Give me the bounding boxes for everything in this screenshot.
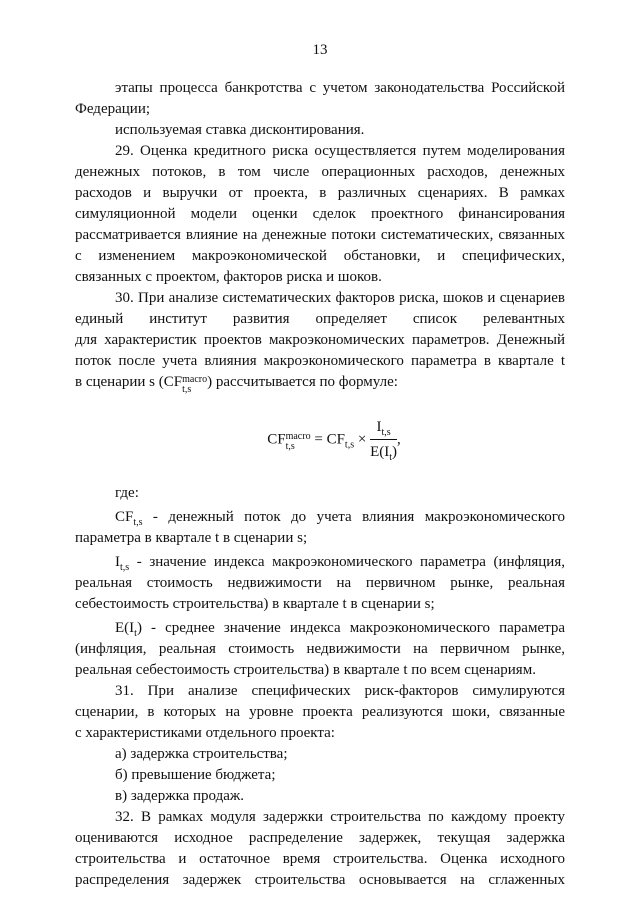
def-symbol bbox=[115, 509, 143, 528]
text-line: Федерации; bbox=[75, 101, 151, 117]
math-symbol: ) bbox=[136, 620, 142, 636]
text-line: оцениваются исходное распределение задержек, текущая задержка bbox=[75, 830, 565, 846]
text-line: строительства и остаточное время строительства. Оценка исходного bbox=[75, 851, 565, 867]
math-subscript: t,s bbox=[120, 562, 130, 573]
definition-line bbox=[75, 507, 565, 528]
math-symbol: E( bbox=[370, 444, 385, 460]
list-item: в) задержка продаж. bbox=[115, 788, 245, 804]
text-line: с изменением макроэкономической обстановки, и специфических, bbox=[75, 248, 565, 264]
text-line: сценарии, в которых на уровне проекта реализуются шоки, связанные bbox=[75, 704, 565, 720]
text-line: используемая ставка дисконтирования. bbox=[115, 122, 365, 138]
math-symbol: , bbox=[397, 431, 401, 448]
text-line: 32. В рамках модуля задержки строительства по каждому проекту bbox=[115, 809, 565, 825]
fraction-denominator bbox=[370, 440, 397, 463]
math-superscript: macro bbox=[182, 374, 208, 385]
text-line: 31. При анализе специфических риск-факторов симулируются bbox=[115, 683, 565, 699]
math-indices bbox=[182, 375, 207, 395]
math-symbol: CF bbox=[267, 431, 286, 448]
text-line: рассматривается влияние на денежные потоки систематических, связанных bbox=[75, 227, 565, 243]
math-superscript: macro bbox=[285, 431, 311, 443]
math-subscript: t,s bbox=[344, 439, 355, 451]
text-line: где: bbox=[115, 485, 139, 501]
text-line bbox=[75, 372, 565, 395]
text-line: единый институт развития определяет список релевантных bbox=[75, 311, 565, 327]
math-symbol: I bbox=[384, 444, 390, 460]
math-symbol: CF bbox=[163, 374, 183, 390]
text-line: связанных с проектом, факторов риска и шоков. bbox=[75, 269, 382, 285]
text-fragment: - денежный поток до учета влияния макроэкономического bbox=[142, 509, 565, 525]
text-fragment: ) рассчитывается по формуле: bbox=[207, 374, 398, 390]
math-subscript: t bbox=[134, 628, 137, 639]
math-symbol: CF bbox=[115, 509, 134, 525]
math-symbol: I bbox=[376, 419, 382, 435]
list-item: б) превышение бюджета; bbox=[115, 767, 276, 783]
math-symbol: E( bbox=[115, 620, 130, 636]
math-subscript: t,s bbox=[285, 441, 295, 453]
text-line: реальная стоимость недвижимости на первичном рынке, реальная bbox=[75, 575, 565, 591]
text-fragment: в сценарии s ( bbox=[75, 374, 164, 390]
list-item: а) задержка строительства; bbox=[115, 746, 288, 762]
text-line: себестоимость строительства) в квартале t в сценарии s; bbox=[75, 596, 435, 612]
text-line: для характеристик проектов макроэкономических параметров. Денежный bbox=[75, 332, 565, 348]
text-line: параметра в квартале t в сценарии s; bbox=[75, 530, 308, 546]
math-subscript: t bbox=[389, 452, 393, 463]
document-body bbox=[75, 78, 565, 891]
definition-line bbox=[75, 552, 565, 573]
definition-line bbox=[75, 618, 565, 639]
math-fraction bbox=[370, 417, 397, 463]
math-subscript: t,s bbox=[381, 427, 391, 438]
math-symbol: I bbox=[129, 620, 135, 636]
text-line: этапы процесса банкротства с учетом законодательства Российской bbox=[115, 80, 565, 96]
text-line: реальная себестоимость строительства) в квартале t по всем сценариям. bbox=[75, 662, 536, 678]
formula bbox=[103, 417, 565, 463]
inline-cf-symbol bbox=[163, 374, 208, 395]
text-line: поток после учета влияния макроэкономического параметра в квартале t bbox=[75, 353, 565, 369]
def-symbol bbox=[115, 620, 142, 639]
text-line: симуляционной модели оценки сделок проектного финансирования bbox=[75, 206, 565, 222]
text-line: с характеристиками отдельного проекта: bbox=[75, 725, 335, 741]
math-symbol: CF bbox=[326, 431, 345, 448]
math-subscript: t,s bbox=[182, 384, 192, 395]
text-line: распределения задержек строительства основывается на сглаженных bbox=[75, 872, 565, 888]
math-operator: = bbox=[310, 431, 327, 448]
text-line: 29. Оценка кредитного риска осуществляется путем моделирования bbox=[115, 143, 565, 159]
text-fragment: - значение индекса макроэкономического параметра (инфляция, bbox=[129, 554, 565, 570]
math-symbol: I bbox=[115, 554, 120, 570]
text-line: 30. При анализе систематических факторов риска, шоков и сценариев bbox=[115, 290, 565, 306]
text-line: расходов и выручки от проекта, в различных сценариях. В рамках bbox=[75, 185, 565, 201]
math-subscript: t,s bbox=[133, 517, 143, 528]
text-line: денежных потоков, в том числе операционных расходов, денежных bbox=[75, 164, 565, 180]
text-fragment: - среднее значение индекса макроэкономического параметра bbox=[141, 620, 565, 636]
math-indices bbox=[286, 432, 311, 452]
def-symbol bbox=[115, 554, 130, 573]
page-number: 13 bbox=[312, 42, 328, 58]
math-symbol: ) bbox=[392, 444, 398, 460]
text-line: (инфляция, реальная стоимость недвижимости на первичном рынке, bbox=[75, 641, 565, 657]
math-operator: × bbox=[354, 431, 371, 448]
fraction-numerator bbox=[370, 417, 397, 440]
